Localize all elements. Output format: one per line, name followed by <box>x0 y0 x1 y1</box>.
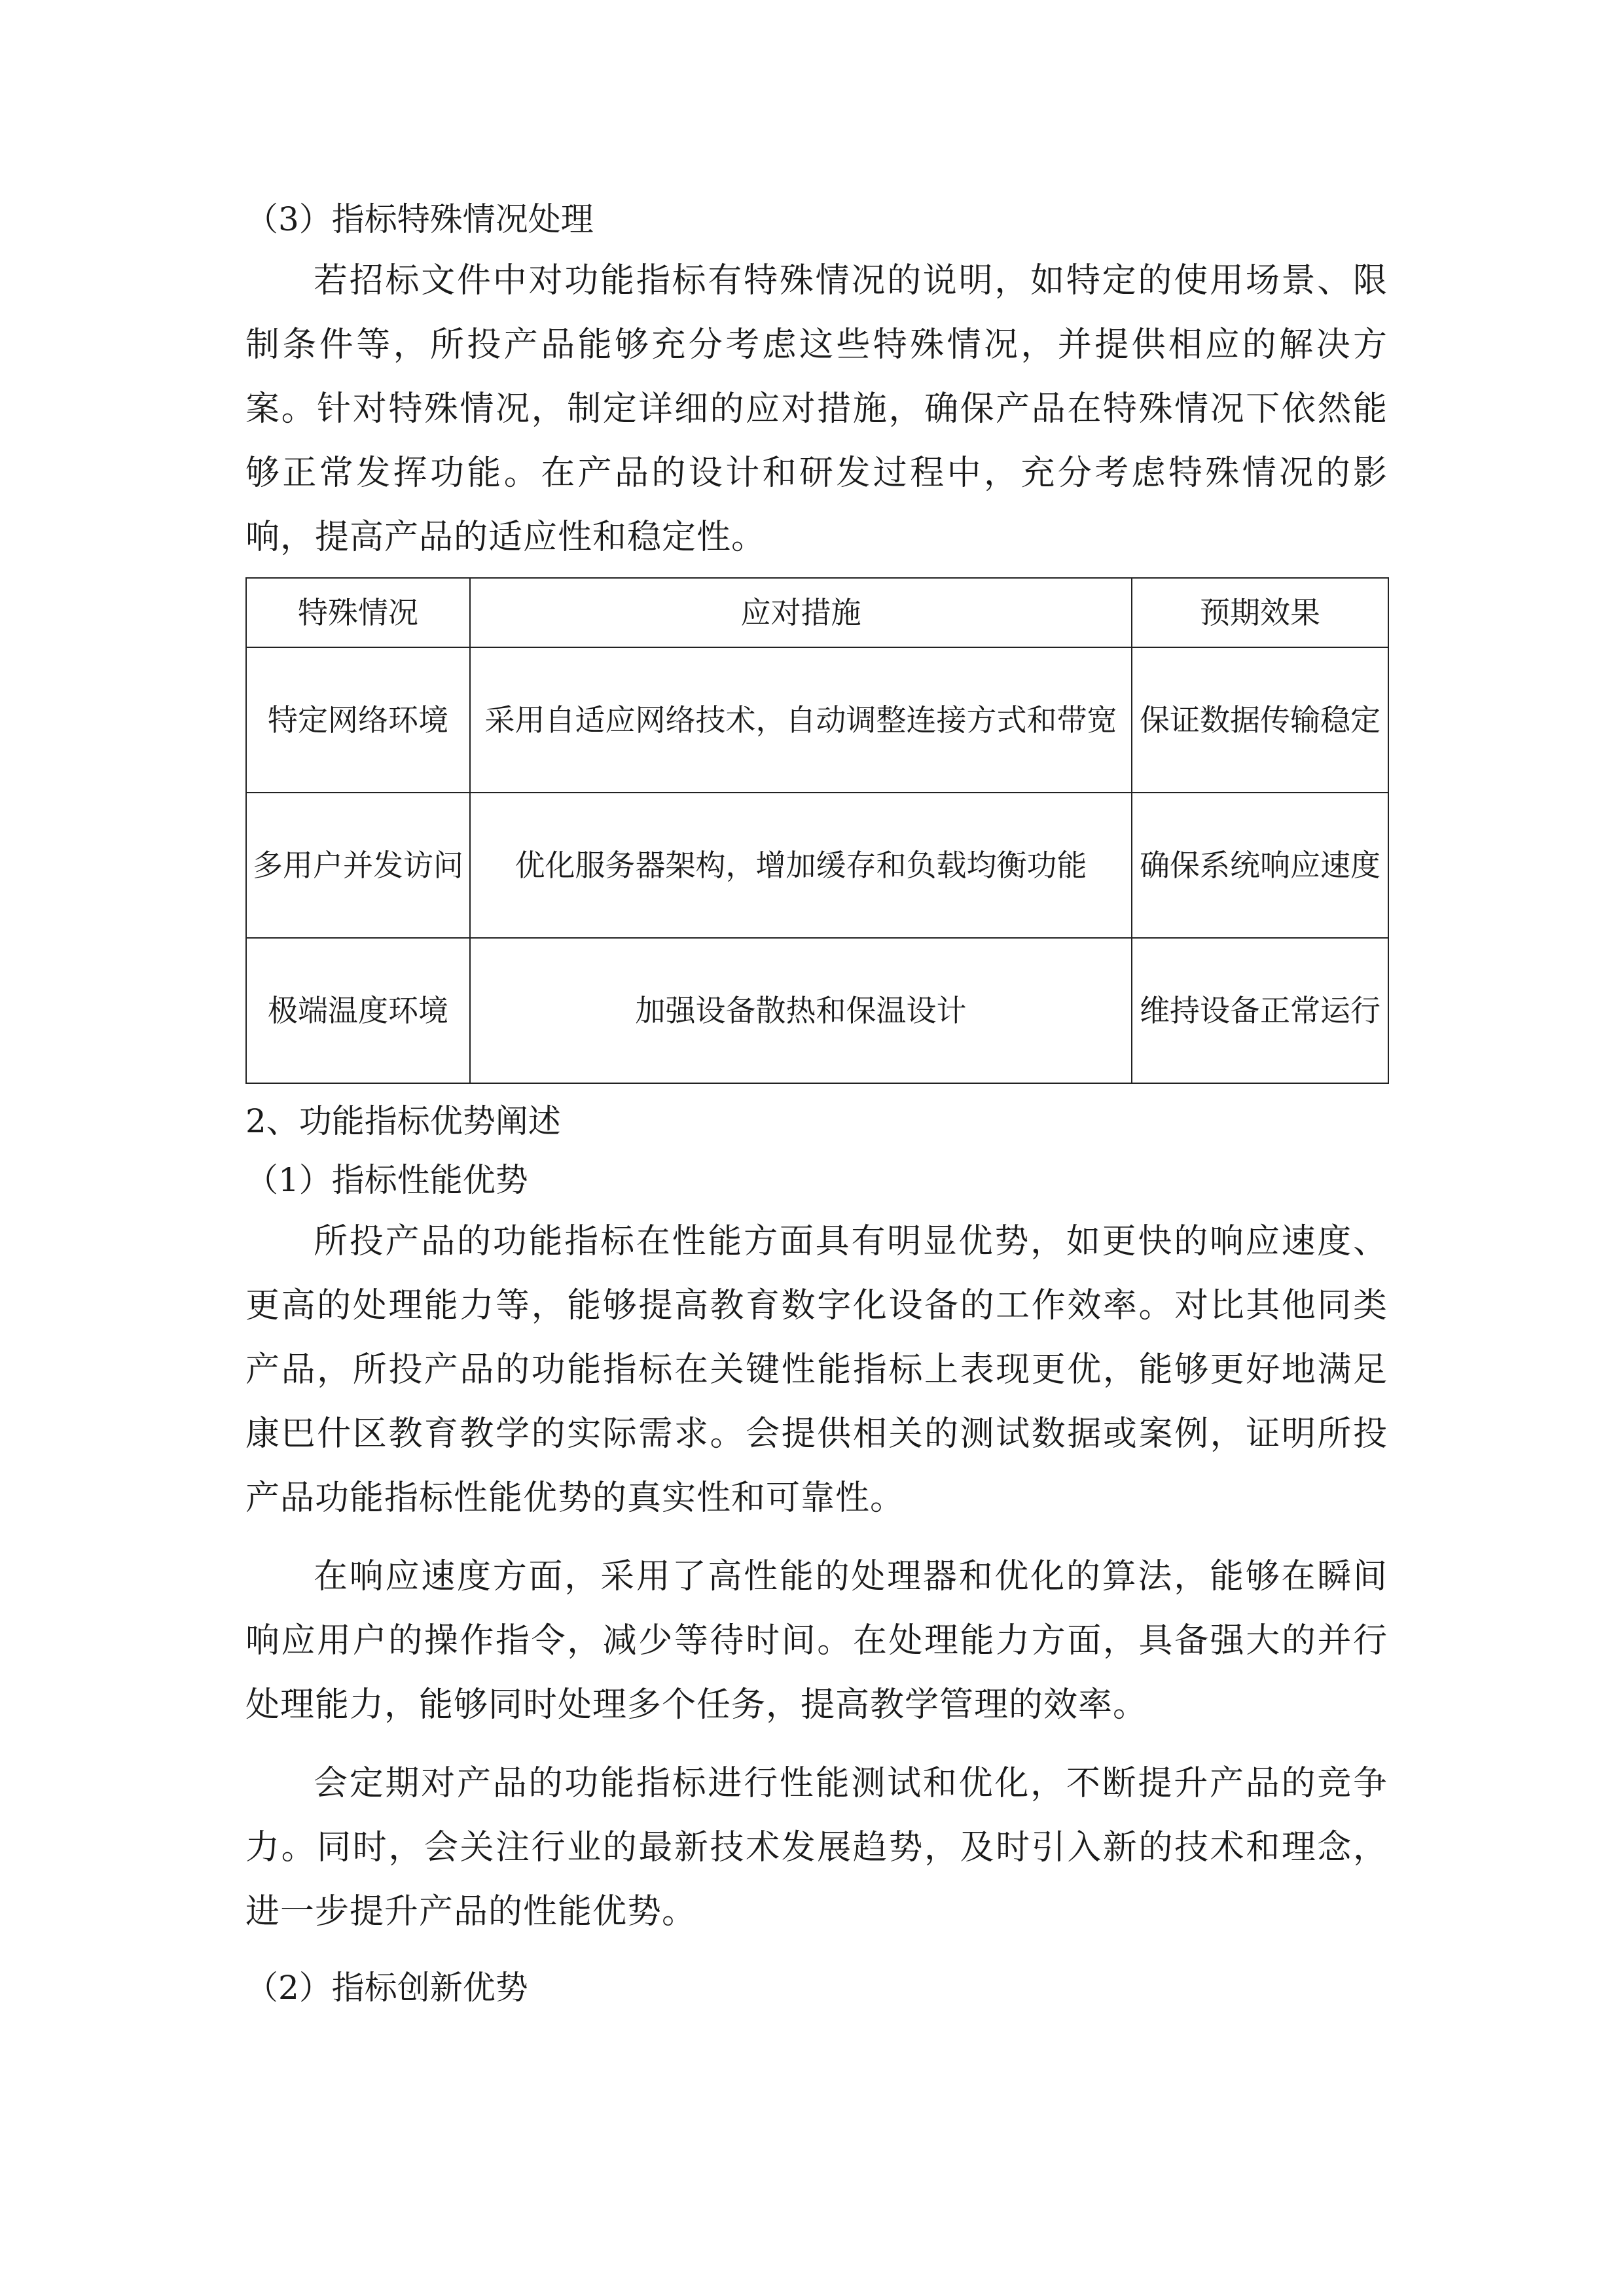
paragraph-special-cases: 若招标文件中对功能指标有特殊情况的说明，如特定的使用场景、限制条件等，所投产品能够充分考虑这些特殊情况，并提供相应的解决方案。针对特殊情况，制定详细的应对措施，确保产品在特殊情况下依然能够正常发挥功能。在产品的设计和研发过程中，充分考虑特殊情况的影响，提高产品的适应性和稳定性。 <box>245 261 1388 557</box>
table-cell: 维持设备正常运行 <box>1132 938 1388 1083</box>
table-header-cell: 特殊情况 <box>246 578 470 647</box>
table-header-cell: 应对措施 <box>470 578 1132 647</box>
section-heading-advantages: 2、功能指标优势阐述 <box>245 1102 561 1140</box>
table-cell: 多用户并发访问 <box>246 793 470 938</box>
table-cell: 特定网络环境 <box>246 647 470 793</box>
table-cell: 加强设备散热和保温设计 <box>470 938 1132 1083</box>
section-heading-special-cases: （3）指标特殊情况处理 <box>245 200 594 238</box>
paragraph-performance-1: 所投产品的功能指标在性能方面具有明显优势，如更快的响应速度、更高的处理能力等，能够提高教育数字化设备的工作效率。对比其他同类产品，所投产品的功能指标在关键性能指标上表现更优，能够更好地满足康巴什区教育教学的实际需求。会提供相关的测试数据或案例，证明所投产品功能指标性能优势的真实性和可靠性。 <box>245 1222 1388 1518</box>
table-row <box>246 938 1388 1083</box>
table-cell: 采用自适应网络技术，自动调整连接方式和带宽 <box>470 647 1132 793</box>
table-row <box>246 793 1388 938</box>
table-header-row <box>246 578 1388 647</box>
table-cell: 保证数据传输稳定 <box>1132 647 1388 793</box>
table-header-cell: 预期效果 <box>1132 578 1388 647</box>
paragraph-performance-2: 在响应速度方面，采用了高性能的处理器和优化的算法，能够在瞬间响应用户的操作指令，减少等待时间。在处理能力方面，具备强大的并行处理能力，能够同时处理多个任务，提高教学管理的效率。 <box>245 1557 1388 1725</box>
table-cell: 确保系统响应速度 <box>1132 793 1388 938</box>
table-row <box>246 647 1388 793</box>
paragraph-performance-3: 会定期对产品的功能指标进行性能测试和优化，不断提升产品的竞争力。同时，会关注行业的最新技术发展趋势，及时引入新的技术和理念，进一步提升产品的性能优势。 <box>245 1764 1388 1931</box>
table-cell: 优化服务器架构，增加缓存和负载均衡功能 <box>470 793 1132 938</box>
subsection-heading-performance: （1）指标性能优势 <box>245 1161 528 1199</box>
subsection-heading-innovation: （2）指标创新优势 <box>245 1969 528 2007</box>
special-cases-table <box>245 577 1389 1084</box>
table-cell: 极端温度环境 <box>246 938 470 1083</box>
document-page <box>245 190 1388 2017</box>
